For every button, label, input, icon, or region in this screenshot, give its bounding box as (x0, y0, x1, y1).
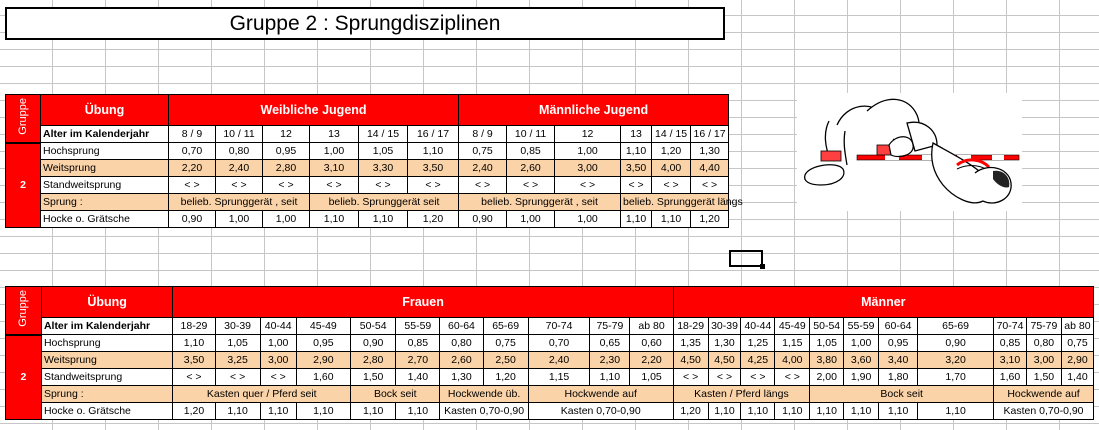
value-cell: 0,75 (483, 335, 528, 352)
selected-cell[interactable] (729, 250, 763, 267)
age-cell: 60-64 (879, 318, 918, 335)
value-cell: 3,00 (260, 352, 296, 369)
value-cell: 1,10 (621, 211, 652, 228)
value-cell: 1,35 (673, 335, 708, 352)
age-cell: 13 (621, 126, 652, 143)
age-cell: 13 (310, 126, 359, 143)
uebung-header: Übung (41, 287, 172, 318)
value-cell: 1,00 (310, 143, 359, 160)
age-cell: 75-79 (1026, 318, 1061, 335)
value-cell: 1,10 (359, 211, 408, 228)
value-cell: 2,40 (459, 160, 507, 177)
value-cell: 3,30 (359, 160, 408, 177)
value-cell: Kasten 0,70-0,90 (528, 403, 673, 420)
sprung-cell: Kasten quer / Pferd seit (173, 386, 351, 403)
age-cell: 14 / 15 (652, 126, 691, 143)
value-cell: 0,80 (216, 143, 263, 160)
value-cell: 1,00 (555, 211, 621, 228)
value-cell: 1,20 (673, 403, 708, 420)
value-cell: 3,50 (408, 160, 459, 177)
value-cell: 1,20 (408, 211, 459, 228)
value-cell: 0,90 (918, 335, 994, 352)
value-cell: < > (169, 177, 216, 194)
value-cell: 1,50 (1026, 369, 1061, 386)
sheet-title: Gruppe 2 : Sprungdisziplinen (5, 7, 725, 40)
value-cell: < > (708, 369, 741, 386)
value-cell: 2,80 (351, 352, 396, 369)
age-cell: 12 (263, 126, 310, 143)
value-cell: < > (555, 177, 621, 194)
value-cell: < > (173, 369, 215, 386)
value-cell: 1,30 (691, 143, 729, 160)
value-cell: 2,60 (440, 352, 483, 369)
value-cell: 3,80 (810, 352, 844, 369)
row-label-hocke: Hocke o. Grätsche (41, 211, 169, 228)
value-cell: 4,00 (652, 160, 691, 177)
row-label-weitsprung: Weitsprung (41, 352, 172, 369)
value-cell: 1,05 (359, 143, 408, 160)
value-cell: < > (408, 177, 459, 194)
value-cell: 1,00 (216, 211, 263, 228)
value-cell: < > (216, 177, 263, 194)
value-cell: 4,25 (741, 352, 775, 369)
value-cell: 1,10 (621, 143, 652, 160)
value-cell: 1,90 (844, 369, 879, 386)
age-cell: 18-29 (673, 318, 708, 335)
row-label-weitsprung: Weitsprung (41, 160, 169, 177)
value-cell: 2,90 (1061, 352, 1093, 369)
value-cell: 0,65 (590, 335, 630, 352)
value-cell: 2,40 (216, 160, 263, 177)
value-cell: 3,00 (1026, 352, 1061, 369)
value-cell: 1,05 (630, 369, 673, 386)
value-cell: < > (741, 369, 775, 386)
value-cell: < > (263, 177, 310, 194)
value-cell: 0,85 (507, 143, 555, 160)
sprung-cell: Kasten / Pferd längs (673, 386, 810, 403)
row-label-sprung: Sprung : (41, 194, 169, 211)
value-cell: 1,20 (173, 403, 215, 420)
value-cell: 1,10 (775, 403, 810, 420)
value-cell: 1,40 (396, 369, 440, 386)
value-cell: 1,25 (741, 335, 775, 352)
value-cell: 3,00 (555, 160, 621, 177)
value-cell: 1,10 (652, 211, 691, 228)
gruppe-header: Gruppe (6, 287, 42, 335)
group-number: 2 (6, 335, 42, 420)
value-cell: 2,00 (810, 369, 844, 386)
female-youth-header: Weibliche Jugend (169, 95, 459, 126)
value-cell: 1,10 (844, 403, 879, 420)
value-cell: 0,70 (528, 335, 590, 352)
age-cell: 75-79 (590, 318, 630, 335)
value-cell: 1,30 (708, 335, 741, 352)
row-label-hochsprung: Hochsprung (41, 335, 172, 352)
age-cell: 8 / 9 (169, 126, 216, 143)
value-cell: 0,95 (296, 335, 350, 352)
age-cell: 50-54 (810, 318, 844, 335)
value-cell: 0,90 (351, 335, 396, 352)
value-cell: 1,10 (173, 335, 215, 352)
age-cell: ab 80 (1061, 318, 1093, 335)
value-cell: 1,50 (351, 369, 396, 386)
sprung-cell: Hockwende auf (528, 386, 673, 403)
value-cell: 1,05 (215, 335, 260, 352)
value-cell: 0,90 (169, 211, 216, 228)
value-cell: 1,80 (879, 369, 918, 386)
value-cell: < > (691, 177, 729, 194)
value-cell: 3,40 (879, 352, 918, 369)
value-cell: 1,30 (440, 369, 483, 386)
age-cell: ab 80 (630, 318, 673, 335)
value-cell: 3,50 (173, 352, 215, 369)
value-cell: 1,10 (296, 403, 350, 420)
age-cell: 10 / 11 (216, 126, 263, 143)
women-header: Frauen (173, 287, 673, 318)
value-cell: 1,70 (918, 369, 994, 386)
row-label-hochsprung: Hochsprung (41, 143, 169, 160)
age-cell: 30-39 (215, 318, 260, 335)
value-cell: 0,85 (396, 335, 440, 352)
sprung-cell: belieb. Sprunggerät , seit (459, 194, 621, 211)
age-cell: 45-49 (775, 318, 810, 335)
value-cell: 1,15 (775, 335, 810, 352)
value-cell: < > (459, 177, 507, 194)
value-cell: < > (260, 369, 296, 386)
value-cell: 0,70 (169, 143, 216, 160)
adult-table (5, 286, 1094, 420)
age-cell: 8 / 9 (459, 126, 507, 143)
age-cell: 12 (555, 126, 621, 143)
age-cell: 50-54 (351, 318, 396, 335)
men-header: Männer (673, 287, 1093, 318)
value-cell: 1,10 (708, 403, 741, 420)
value-cell: 2,80 (263, 160, 310, 177)
uebung-header: Übung (41, 95, 169, 126)
value-cell: 3,25 (215, 352, 260, 369)
row-label-standweitsprung: Standweitsprung (41, 177, 169, 194)
sprung-cell: belieb. Sprunggerät , seit (169, 194, 310, 211)
row-label-hocke: Hocke o. Grätsche (41, 403, 172, 420)
value-cell: 1,05 (810, 335, 844, 352)
value-cell: 1,15 (528, 369, 590, 386)
value-cell: < > (775, 369, 810, 386)
age-cell: 40-44 (260, 318, 296, 335)
value-cell: < > (673, 369, 708, 386)
sprung-cell: Bock seit (810, 386, 994, 403)
value-cell: 2,50 (483, 352, 528, 369)
value-cell: 1,10 (215, 403, 260, 420)
value-cell: 1,10 (260, 403, 296, 420)
value-cell: 1,10 (590, 369, 630, 386)
youth-table (5, 94, 743, 228)
age-cell: 65-69 (483, 318, 528, 335)
value-cell: < > (621, 177, 652, 194)
age-cell: 40-44 (741, 318, 775, 335)
age-cell: 45-49 (296, 318, 350, 335)
value-cell: 1,10 (741, 403, 775, 420)
value-cell: 1,10 (879, 403, 918, 420)
value-cell: < > (652, 177, 691, 194)
value-cell: 1,10 (810, 403, 844, 420)
value-cell: 3,60 (844, 352, 879, 369)
value-cell: 1,20 (483, 369, 528, 386)
value-cell: < > (310, 177, 359, 194)
age-label: Alter im Kalenderjahr (41, 318, 172, 335)
age-cell: 14 / 15 (359, 126, 408, 143)
value-cell: 2,90 (296, 352, 350, 369)
value-cell: 0,80 (440, 335, 483, 352)
value-cell: 4,50 (673, 352, 708, 369)
value-cell: 4,40 (691, 160, 729, 177)
value-cell: 1,40 (1061, 369, 1093, 386)
sprung-cell: belieb. Sprunggerät seit (310, 194, 459, 211)
age-cell: 70-74 (994, 318, 1027, 335)
value-cell: 1,00 (555, 143, 621, 160)
value-cell: < > (215, 369, 260, 386)
row-label-standweitsprung: Standweitsprung (41, 369, 172, 386)
value-cell: 1,20 (652, 143, 691, 160)
age-cell: 55-59 (844, 318, 879, 335)
row-label-sprung: Sprung : (41, 386, 172, 403)
value-cell: 0,60 (630, 335, 673, 352)
value-cell: 2,70 (396, 352, 440, 369)
value-cell: 1,20 (691, 211, 729, 228)
value-cell: 1,60 (994, 369, 1027, 386)
male-youth-header: Männliche Jugend (459, 95, 729, 126)
value-cell: Kasten 0,70-0,90 (994, 403, 1094, 420)
value-cell: 1,10 (408, 143, 459, 160)
value-cell: 1,10 (396, 403, 440, 420)
value-cell: 0,95 (879, 335, 918, 352)
value-cell: < > (359, 177, 408, 194)
sprung-cell: Bock seit (351, 386, 440, 403)
sprung-cell: belieb. Sprunggerät längs (621, 194, 729, 211)
age-cell: 18-29 (173, 318, 215, 335)
value-cell: 4,00 (775, 352, 810, 369)
age-cell: 55-59 (396, 318, 440, 335)
value-cell: 3,20 (918, 352, 994, 369)
value-cell: 4,50 (708, 352, 741, 369)
value-cell: 2,40 (528, 352, 590, 369)
value-cell: 0,75 (1061, 335, 1093, 352)
high-jump-illustration (797, 93, 1022, 211)
value-cell: 0,85 (994, 335, 1027, 352)
age-cell: 16 / 17 (691, 126, 729, 143)
value-cell: 2,60 (507, 160, 555, 177)
value-cell: 1,00 (844, 335, 879, 352)
value-cell: 1,10 (351, 403, 396, 420)
age-cell: 10 / 11 (507, 126, 555, 143)
value-cell: 1,10 (918, 403, 994, 420)
sprung-cell: Hockwende auf (994, 386, 1094, 403)
value-cell: 0,80 (1026, 335, 1061, 352)
value-cell: 1,00 (507, 211, 555, 228)
sprung-cell: Hockwende üb. (440, 386, 528, 403)
value-cell: 2,20 (630, 352, 673, 369)
value-cell: 0,90 (459, 211, 507, 228)
value-cell: 1,10 (310, 211, 359, 228)
value-cell: 0,75 (459, 143, 507, 160)
value-cell: < > (507, 177, 555, 194)
age-cell: 60-64 (440, 318, 483, 335)
value-cell: 2,20 (169, 160, 216, 177)
age-cell: 70-74 (528, 318, 590, 335)
value-cell: 1,60 (296, 369, 350, 386)
value-cell: 1,00 (263, 211, 310, 228)
value-cell: 3,10 (994, 352, 1027, 369)
gruppe-header: Gruppe (6, 95, 41, 143)
value-cell: 2,30 (590, 352, 630, 369)
value-cell: 3,10 (310, 160, 359, 177)
age-cell: 30-39 (708, 318, 741, 335)
age-label: Alter im Kalenderjahr (41, 126, 169, 143)
group-number: 2 (6, 143, 41, 228)
age-cell: 65-69 (918, 318, 994, 335)
value-cell: Kasten 0,70-0,90 (440, 403, 528, 420)
age-cell: 16 / 17 (408, 126, 459, 143)
value-cell: 1,00 (260, 335, 296, 352)
value-cell: 3,50 (621, 160, 652, 177)
value-cell: 0,95 (263, 143, 310, 160)
